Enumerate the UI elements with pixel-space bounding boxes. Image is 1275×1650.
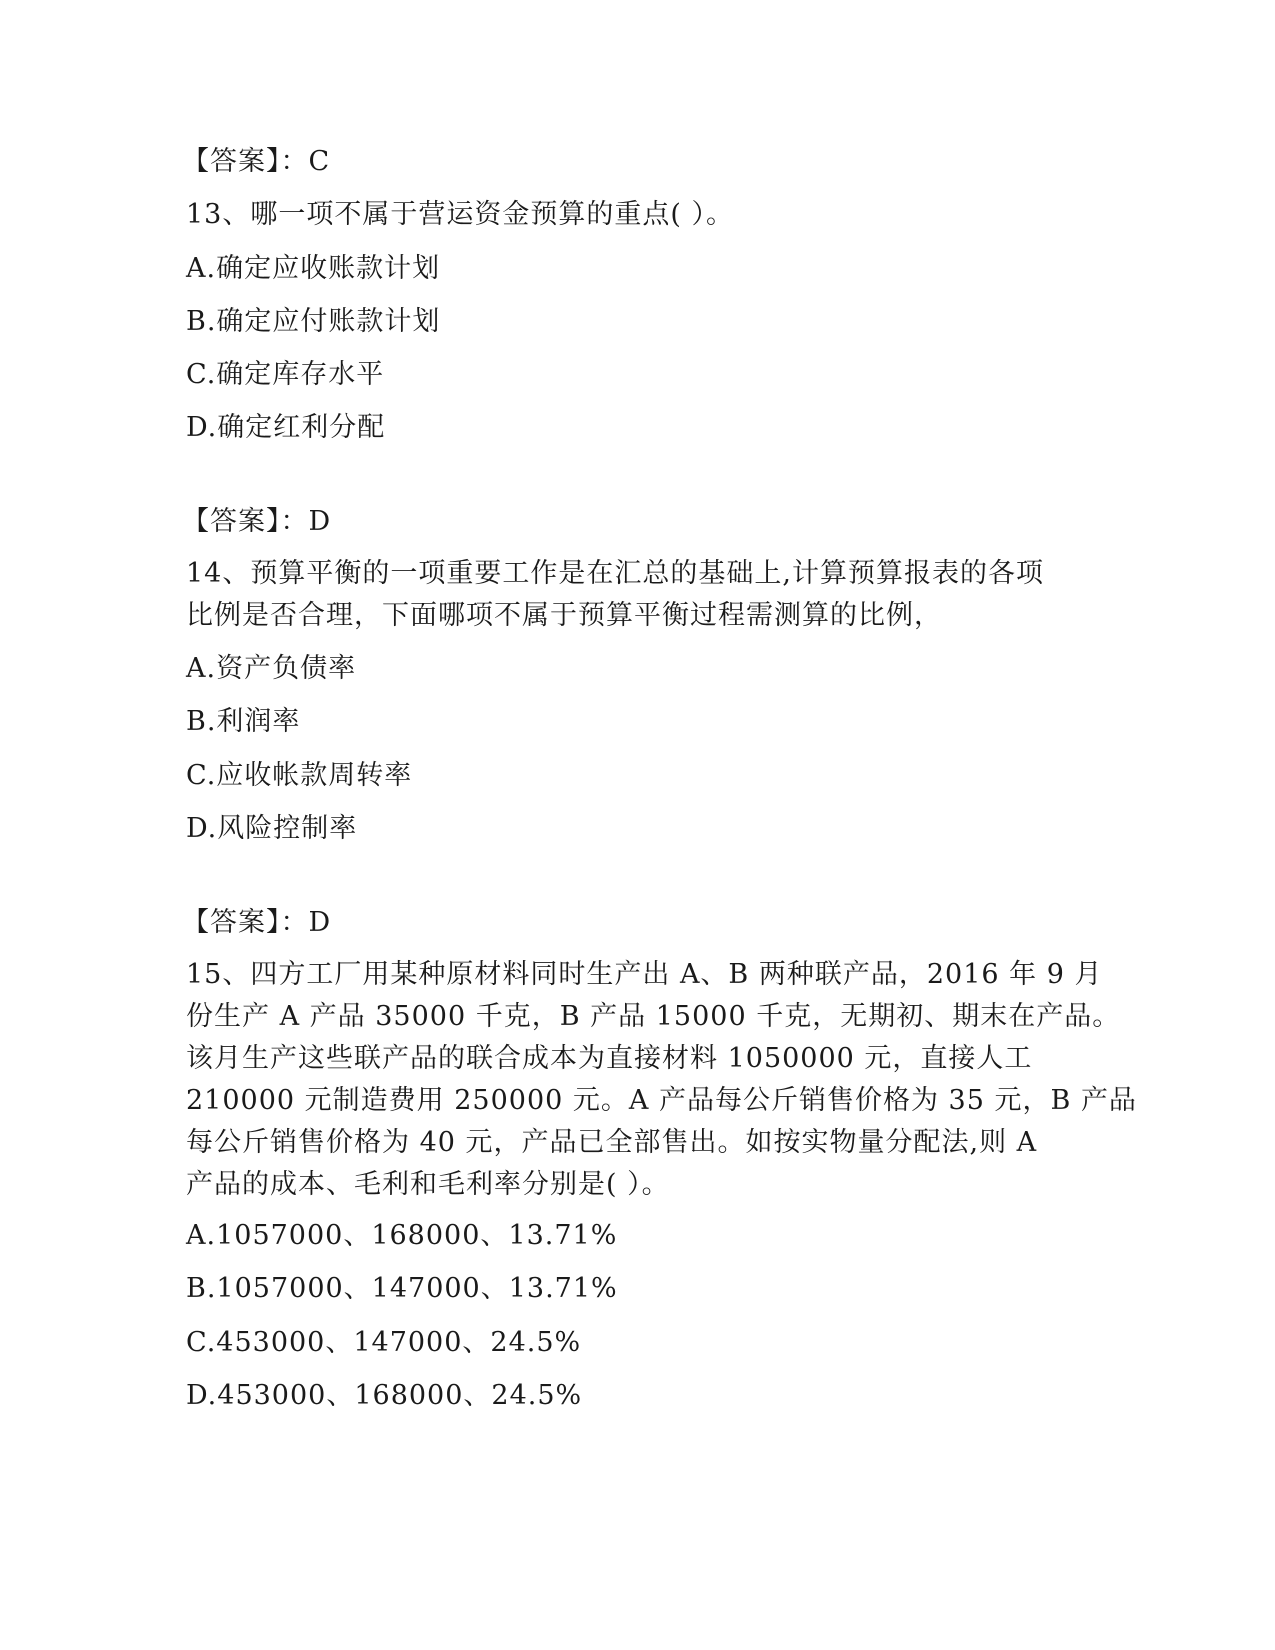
option-15-a: A.1057000、168000、13.71%	[186, 1220, 618, 1251]
option-14-b: B.利润率	[186, 706, 301, 737]
question-14	[186, 553, 1086, 637]
answer-12: 【答案】：C	[182, 146, 331, 177]
answer-14: 【答案】：D	[182, 907, 332, 938]
question-15-line: 每公斤销售价格为 40 元，产品已全部售出。如按实物量分配法,则 A	[186, 1127, 1038, 1158]
question-15-line: 该月生产这些联产品的联合成本为直接材料 1050000 元，直接人工	[186, 1043, 1033, 1074]
question-15-line: 210000 元制造费用 250000 元。A 产品每公斤销售价格为 35 元，B 产品	[186, 1085, 1137, 1116]
option-14-d: D.风险控制率	[186, 813, 358, 844]
option-13-a: A.确定应收账款计划	[186, 253, 441, 284]
question-15-line: 产品的成本、毛利和毛利率分别是( ）。	[186, 1169, 670, 1200]
question-13: 13、哪一项不属于营运资金预算的重点( ）。	[186, 199, 734, 230]
question-14-line: 比例是否合理，下面哪项不属于预算平衡过程需测算的比例，	[186, 600, 942, 631]
option-13-c: C.确定库存水平	[186, 359, 385, 390]
option-15-b: B.1057000、147000、13.71%	[186, 1273, 618, 1304]
option-14-a: A.资产负债率	[186, 653, 357, 684]
question-15-line: 15、四方工厂用某种原材料同时生产出 A、B 两种联产品，2016 年 9 月	[186, 959, 1103, 990]
question-15	[186, 954, 1137, 1206]
answer-13: 【答案】：D	[182, 506, 332, 537]
option-15-d: D.453000、168000、24.5%	[186, 1380, 583, 1411]
option-13-b: B.确定应付账款计划	[186, 306, 441, 337]
option-13-d: D.确定红利分配	[186, 412, 386, 443]
option-15-c: C.453000、147000、24.5%	[186, 1327, 582, 1358]
question-15-line: 份生产 A 产品 35000 千克，B 产品 15000 千克，无期初、期末在产品。	[186, 1001, 1121, 1032]
option-14-c: C.应收帐款周转率	[186, 760, 413, 791]
question-14-line: 14、预算平衡的一项重要工作是在汇总的基础上,计算预算报表的各项	[186, 558, 1044, 589]
